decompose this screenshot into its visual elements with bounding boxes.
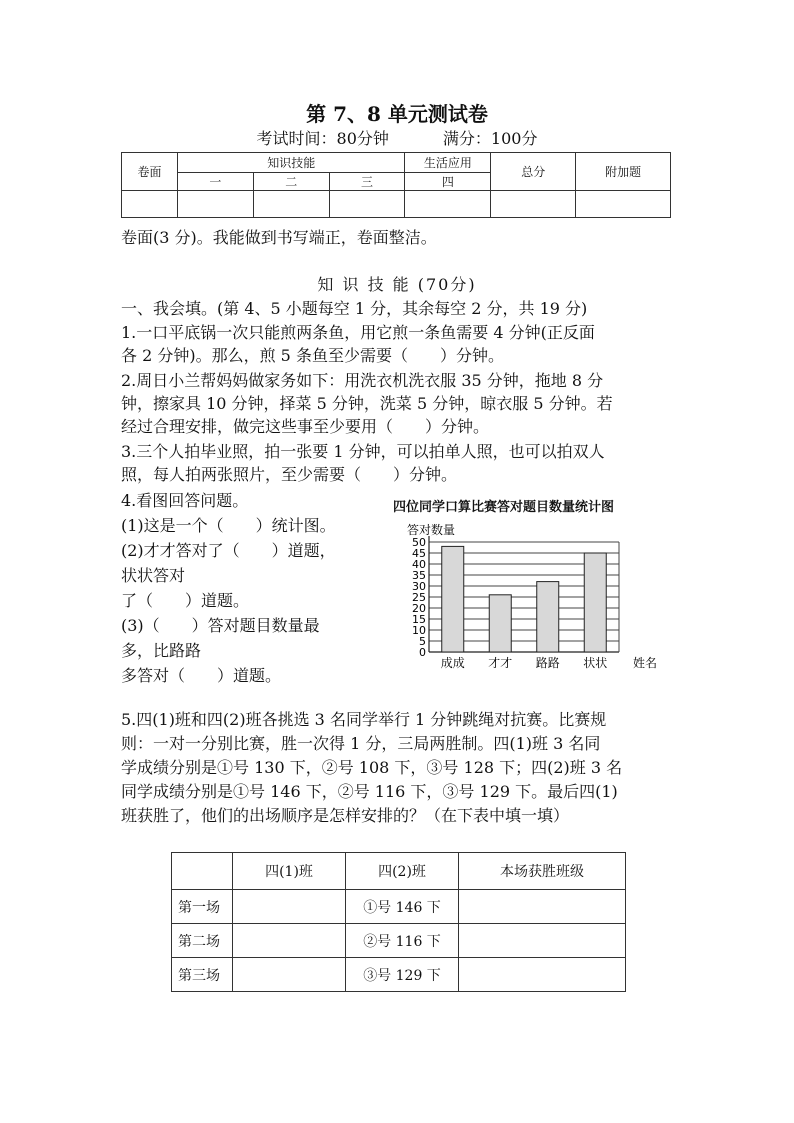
question-3	[121, 440, 605, 486]
q4-line: 了（ ）道题。	[121, 591, 250, 610]
score-cell[interactable]	[576, 191, 671, 218]
chart-title: 四位同学口算比赛答对题目数量统计图	[393, 500, 615, 515]
question-4	[121, 488, 383, 688]
y-tick-label: 45	[412, 547, 426, 560]
score-cell[interactable]	[491, 191, 576, 218]
q5-line: 学成绩分别是①号 130 下，②号 108 下，③号 128 下；四(2)班 3 名	[121, 758, 623, 777]
score-cell[interactable]	[122, 191, 178, 218]
class2-score: ①号 146 下	[346, 890, 459, 924]
section-title: 知 识 技 能 (70分)	[317, 275, 477, 294]
score-sub-1: 一	[177, 173, 253, 191]
score-sub-4: 四	[405, 173, 491, 191]
x-tick-label: 才才	[488, 656, 513, 670]
answer-cell[interactable]	[233, 890, 346, 924]
neatness-note: 卷面(3 分)。我能做到书写端正，卷面整洁。	[121, 228, 437, 247]
table-row	[172, 958, 626, 992]
q5-line: 班获胜了，他们的出场顺序是怎样安排的？（在下表中填一填）	[121, 806, 570, 825]
table-row	[172, 924, 626, 958]
q4-line: 4.看图回答问题。	[121, 491, 249, 510]
bar-chart	[385, 520, 685, 680]
score-sub-2: 二	[253, 173, 329, 191]
q5-line: 同学成绩分别是①号 146 下，②号 116 下，③号 129 下。最后四(1)	[121, 782, 618, 801]
score-cell[interactable]	[405, 191, 491, 218]
q3-line: 照，每人拍两张照片，至少需要（ ）分钟。	[121, 465, 458, 484]
x-tick-label: 状状	[583, 656, 608, 670]
score-cell[interactable]	[253, 191, 329, 218]
y-tick-label: 20	[412, 602, 426, 615]
score-col-juanmian: 卷面	[122, 153, 178, 191]
x-axis-label: 姓名	[633, 656, 658, 670]
score-cell[interactable]	[329, 191, 405, 218]
bar	[584, 553, 606, 652]
y-tick-label: 5	[419, 635, 426, 648]
y-tick-label: 40	[412, 558, 426, 571]
score-col-total: 总分	[491, 153, 576, 191]
result-header: 本场获胜班级	[459, 853, 626, 890]
bar	[537, 582, 559, 652]
exam-info	[0, 126, 794, 149]
row-label: 第三场	[172, 958, 233, 992]
answer-cell[interactable]	[459, 890, 626, 924]
y-tick-label: 25	[412, 591, 426, 604]
q4-line: 多答对（ ）道题。	[121, 666, 282, 685]
q2-line: 2.周日小兰帮妈妈做家务如下：用洗衣机洗衣服 35 分钟，拖地 8 分	[121, 371, 604, 390]
score-col-zhishi: 知识技能	[177, 153, 405, 173]
x-tick-label: 成成	[440, 656, 465, 670]
answer-cell[interactable]	[459, 958, 626, 992]
score-col-bonus: 附加题	[576, 153, 671, 191]
row-label: 第二场	[172, 924, 233, 958]
q4-line: (1)这是一个（ ）统计图。	[121, 516, 336, 535]
x-tick-label: 路路	[535, 656, 560, 670]
q4-line: 状状答对	[121, 566, 186, 585]
result-header: 四(1)班	[233, 853, 346, 890]
y-tick-label: 10	[412, 624, 426, 637]
score-cell[interactable]	[177, 191, 253, 218]
answer-cell[interactable]	[233, 924, 346, 958]
class2-score: ②号 116 下	[346, 924, 459, 958]
bar	[442, 546, 464, 652]
q4-line: (2)才才答对了（ ）道题，	[121, 541, 336, 560]
q5-line: 5.四(1)班和四(2)班各挑选 3 名同学举行 1 分钟跳绳对抗赛。比赛规	[121, 710, 607, 729]
question-1	[121, 321, 595, 367]
q4-line: 多，比路路	[121, 641, 202, 660]
y-tick-label: 0	[419, 646, 426, 659]
bar	[489, 595, 511, 652]
class2-score: ③号 129 下	[346, 958, 459, 992]
q5-line: 则：一对一分别比赛，胜一次得 1 分，三局两胜制。四(1)班 3 名同	[121, 734, 601, 753]
result-table	[171, 852, 626, 992]
score-table	[121, 152, 671, 218]
answer-cell[interactable]	[459, 924, 626, 958]
score-sub-3: 三	[329, 173, 405, 191]
y-tick-label: 35	[412, 569, 426, 582]
y-tick-label: 15	[412, 613, 426, 626]
q2-line: 经过合理安排，做完这些事至少要用（ ）分钟。	[121, 417, 490, 436]
row-label: 第一场	[172, 890, 233, 924]
q4-line: (3)（ ）答对题目数量最	[121, 616, 320, 635]
table-row	[172, 890, 626, 924]
y-tick-label: 30	[412, 580, 426, 593]
exam-time: 考试时间：80分钟	[256, 129, 389, 148]
page-title: 第 7、8 单元测试卷	[306, 102, 488, 126]
q1-line: 1.一口平底锅一次只能煎两条鱼，用它煎一条鱼需要 4 分钟(正反面	[121, 323, 595, 342]
part1-heading: 一、我会填。(第 4、5 小题每空 1 分，其余每空 2 分，共 19 分)	[121, 299, 588, 318]
answer-cell[interactable]	[233, 958, 346, 992]
result-header: 四(2)班	[346, 853, 459, 890]
question-2	[121, 369, 613, 438]
y-axis-label: 答对数量	[407, 523, 456, 537]
score-col-shenghuo: 生活应用	[405, 153, 491, 173]
result-header	[172, 853, 233, 890]
q3-line: 3.三个人拍毕业照，拍一张要 1 分钟，可以拍单人照，也可以拍双人	[121, 442, 605, 461]
y-tick-label: 50	[412, 536, 426, 549]
question-5	[121, 708, 622, 828]
full-score: 满分：100分	[442, 129, 538, 148]
q2-line: 钟，擦家具 10 分钟，择菜 5 分钟，洗菜 5 分钟，晾衣服 5 分钟。若	[121, 394, 613, 413]
q1-line: 各 2 分钟)。那么，煎 5 条鱼至少需要（ ）分钟。	[121, 346, 504, 365]
